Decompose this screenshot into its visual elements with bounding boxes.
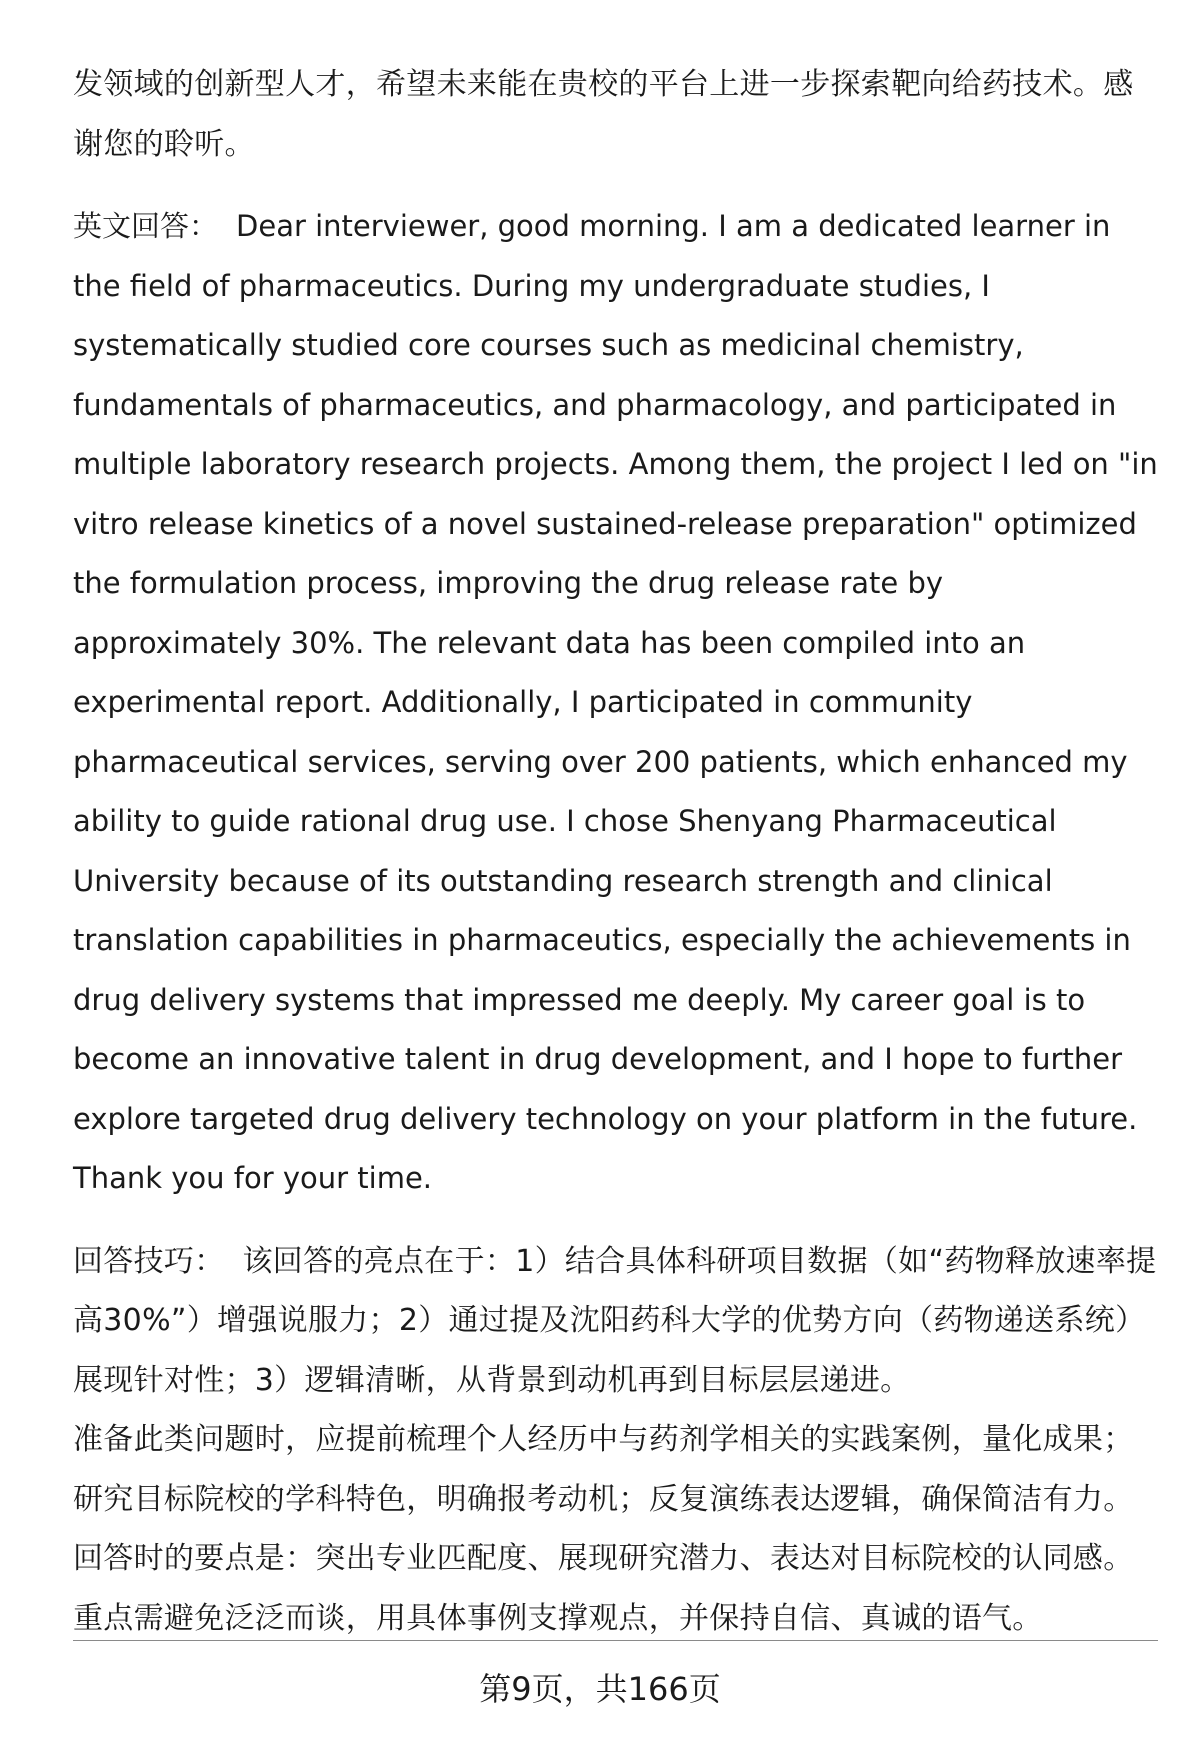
tips-paragraph <box>73 1232 1158 1411</box>
page-indicator: 第9页，共166页 <box>479 1670 721 1708</box>
english-answer-text: Dear interviewer, good morning. I am a dedicated learner in the field of pharmaceutics. During my undergraduate studies, I systematically studied core courses such as medicinal chemistry, fundamentals of pharmaceutics, and pharmacology, and participated in multiple laboratory research projects. Among them, the project I led on "in vitro release kinetics of a novel sustained-release preparation" optimized the formulation process, improving the drug release rate by approximately 30%. The relevant data has been compiled into an experimental report. Additionally, I participated in community pharmaceutical services, serving over 200 patients, which enhanced my ability to guide rational drug use. I chose Shenyang Pharmaceutical University because of its outstanding research strength and clinical translation capabilities in pharmaceutics, especially the achievements in drug delivery systems that impressed me deeply. My career goal is to become an innovative talent in drug development, and I hope to further explore targeted drug delivery technology on your platform in the future. Thank you for your time. <box>73 209 1158 1195</box>
spacer <box>73 1209 1158 1232</box>
english-answer-paragraph <box>73 197 1158 1209</box>
footer-divider <box>73 1640 1158 1641</box>
preparation-paragraph: 准备此类问题时，应提前梳理个人经历中与药剂学相关的实践案例，量化成果；研究目标院校的学科特色，明确报考动机；反复演练表达逻辑，确保简洁有力。回答时的要点是：突出专业匹配度、展现研究潜力、表达对目标院校的认同感。重点需避免泛泛而谈，用具体事例支撑观点，并保持自信、真诚的语气。 <box>73 1422 1134 1636</box>
document-body <box>73 55 1158 1648</box>
tips-text: 该回答的亮点在于：1）结合具体科研项目数据（如“药物释放速率提高30%”）增强说服力；2）通过提及沈阳药科大学的优势方向（药物递送系统）展现针对性；3）逻辑清晰，从背景到动机再到目标层层递进。 <box>73 1243 1157 1398</box>
english-answer-label: 英文回答： <box>73 209 219 243</box>
spacer <box>73 174 1158 197</box>
continuation-paragraph: 发领域的创新型人才，希望未来能在贵校的平台上进一步探索靶向给药技术。感谢您的聆听。 <box>73 67 1134 162</box>
tips-label: 回答技巧： <box>73 1243 225 1279</box>
